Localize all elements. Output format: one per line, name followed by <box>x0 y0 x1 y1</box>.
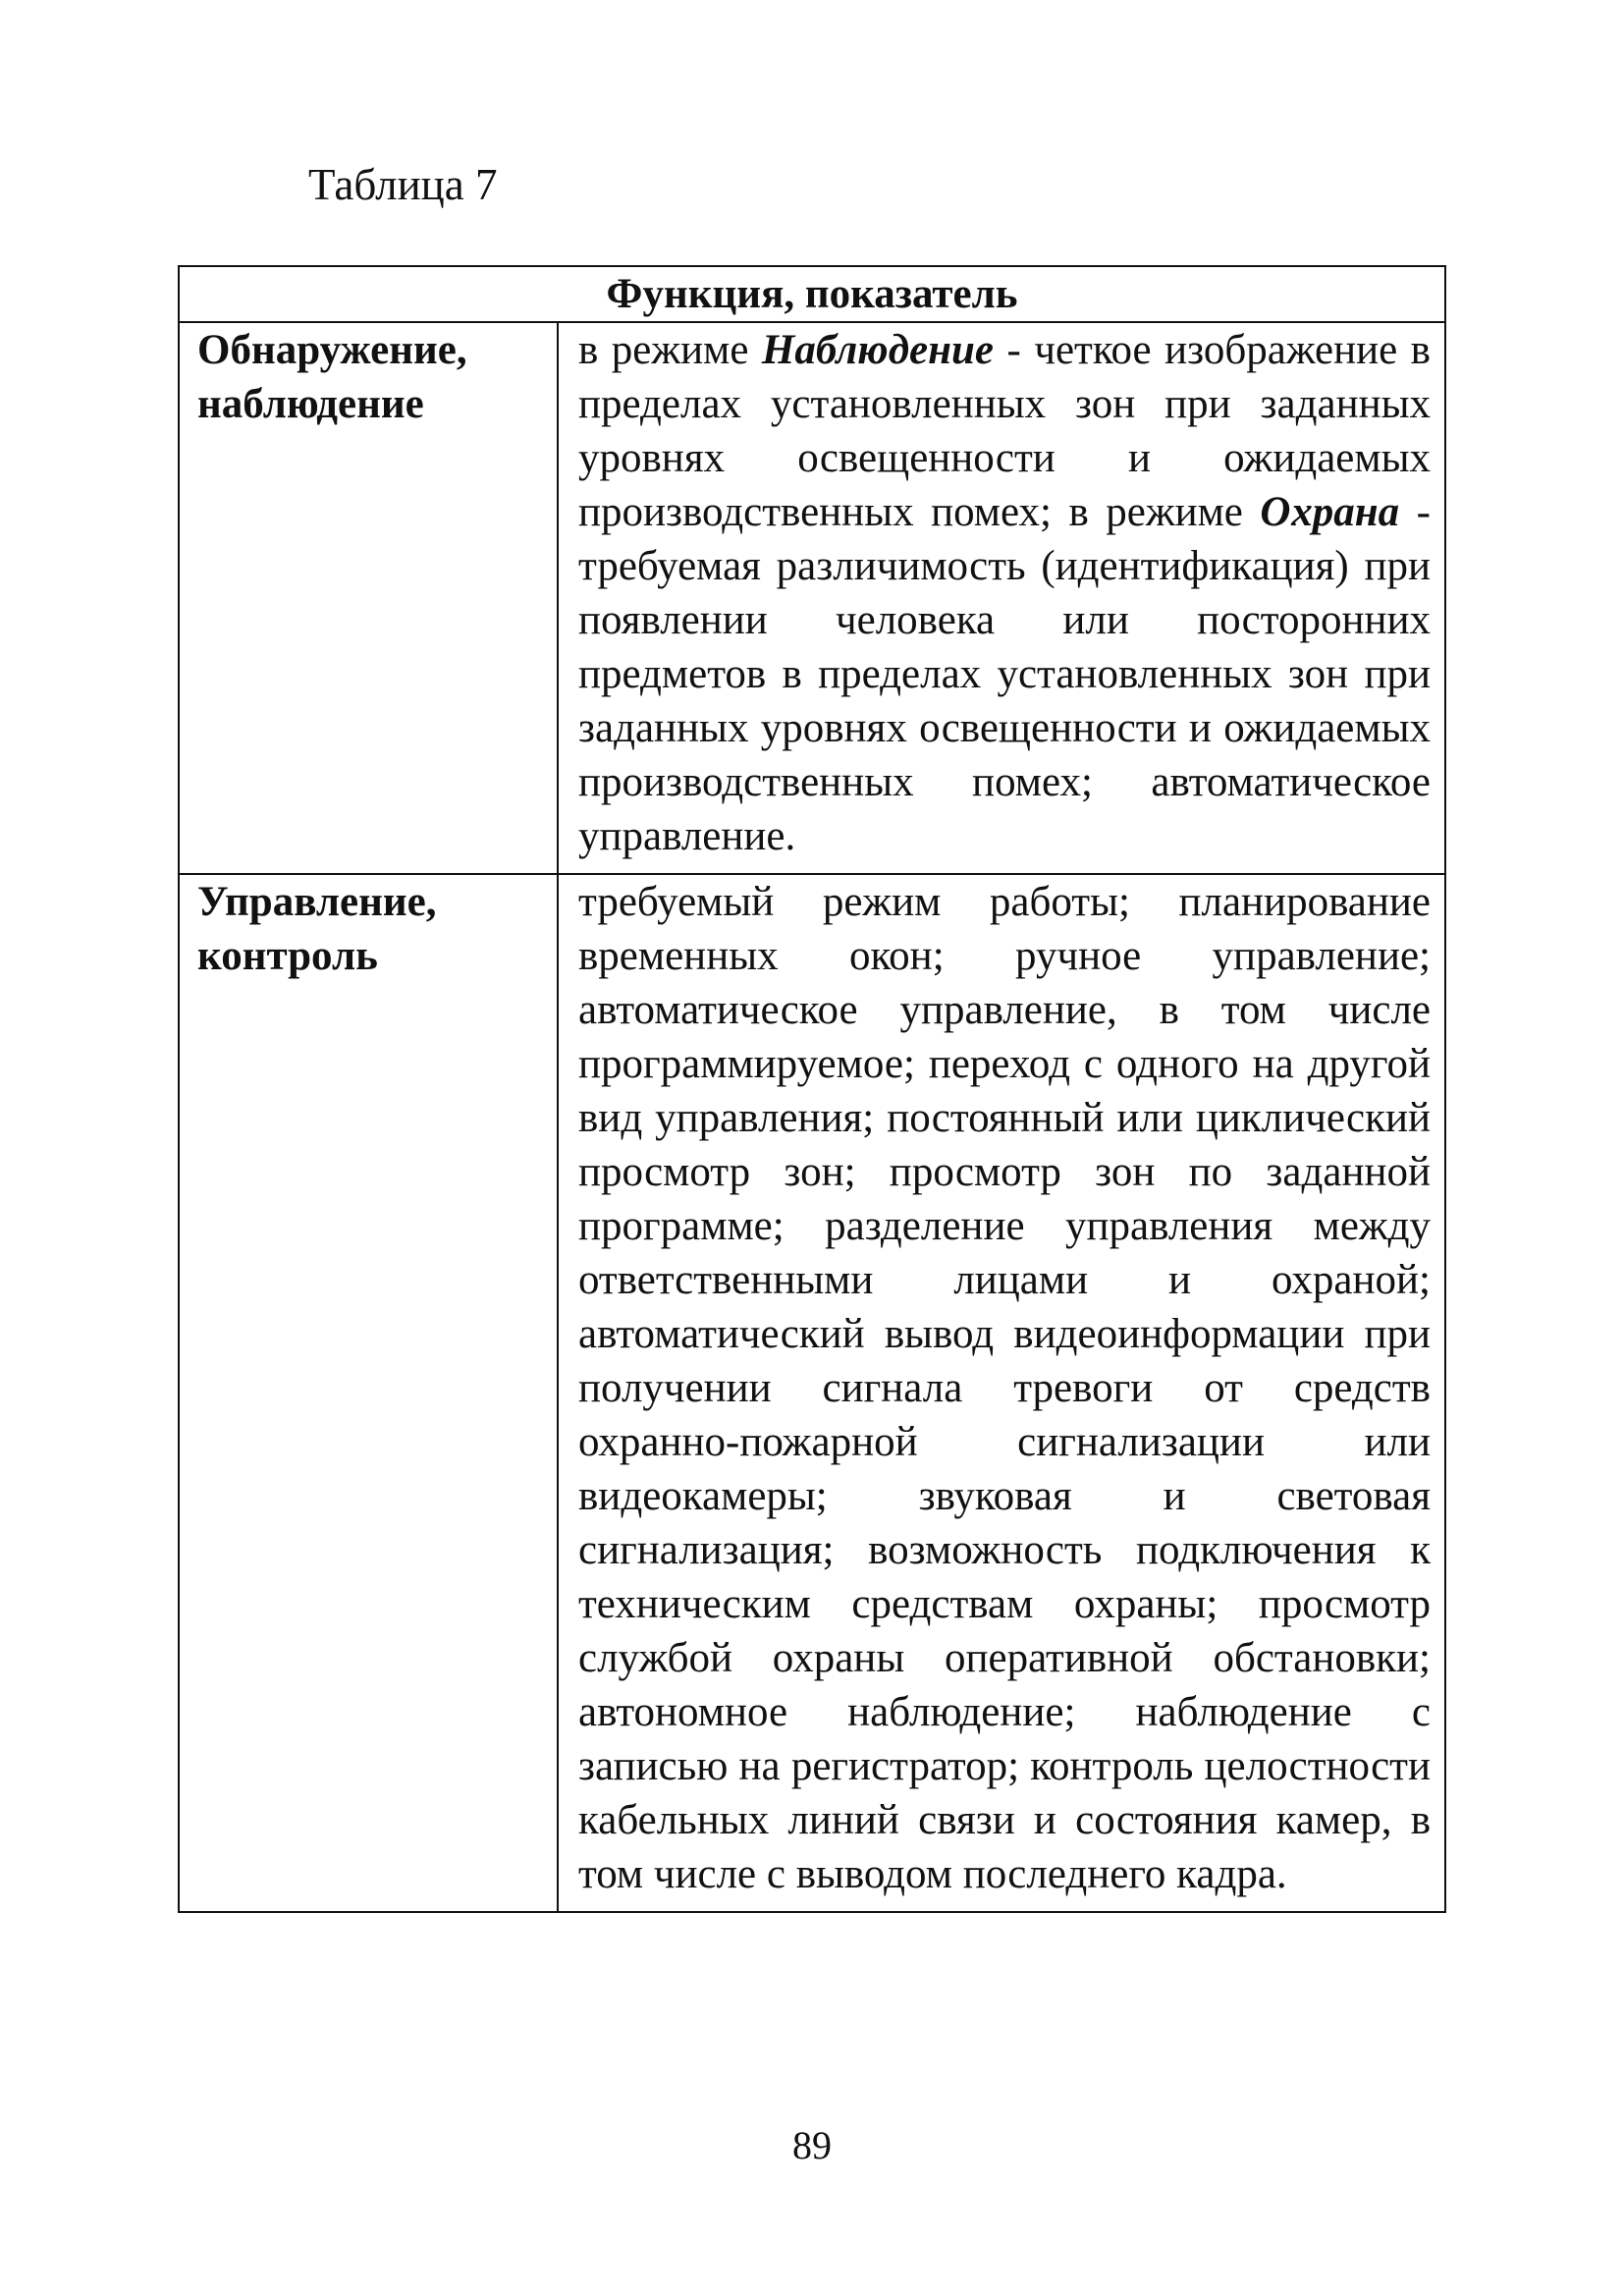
text-fragment: - требуемая различимость (идентификация) при появлении человека или посторонних предметов в пределах установленных зон при заданных уровнях освещенности и ожидаемых производственных помех; автоматическое управление. <box>578 489 1431 859</box>
mode-term-guard: Охрана <box>1260 489 1400 535</box>
table-row <box>179 322 1445 874</box>
row-label-line: Обнаружение, <box>197 327 467 373</box>
table-row <box>179 874 1445 1912</box>
table-header: Функция, показатель <box>179 266 1445 322</box>
row-label-line: наблюдение <box>197 381 424 427</box>
function-table <box>178 265 1446 1913</box>
row-text-control: требуемый режим работы; планирование временных окон; ручное управление; автоматическое управление, в том числе программируемое; переход с одного на другой вид управления; постоянный или циклический просмотр зон; просмотр зон по заданной программе; разделение управления между ответственными лицами и охраной; автоматический вывод видеоинформации при получении сигнала тревоги от средств охранно-пожарной сигнализации или видеокамеры; звуковая и световая сигнализация; возможность подключения к техническим средствам охраны; просмотр службой охраны оперативной обстановки; автономное наблюдение; наблюдение с записью на регистратор; контроль целостности кабельных линий связи и состояния камер, в том числе с выводом последнего кадра. <box>558 874 1445 1912</box>
row-label-line: Управление, <box>197 879 437 925</box>
row-label-control <box>179 874 558 1912</box>
text-fragment: - четкое изображение в пределах установленных зон при заданных уровнях освещенности и ожидаемых производственных помех; в режиме <box>578 327 1431 535</box>
table-caption: Таблица 7 <box>308 160 498 209</box>
row-label-detection <box>179 322 558 874</box>
row-text-detection <box>558 322 1445 874</box>
page-number: 89 <box>792 2123 832 2167</box>
mode-term-observation: Наблюдение <box>761 327 994 373</box>
table-header-row <box>179 266 1445 322</box>
row-label-line: контроль <box>197 933 378 979</box>
text-fragment: в режиме <box>578 327 762 373</box>
